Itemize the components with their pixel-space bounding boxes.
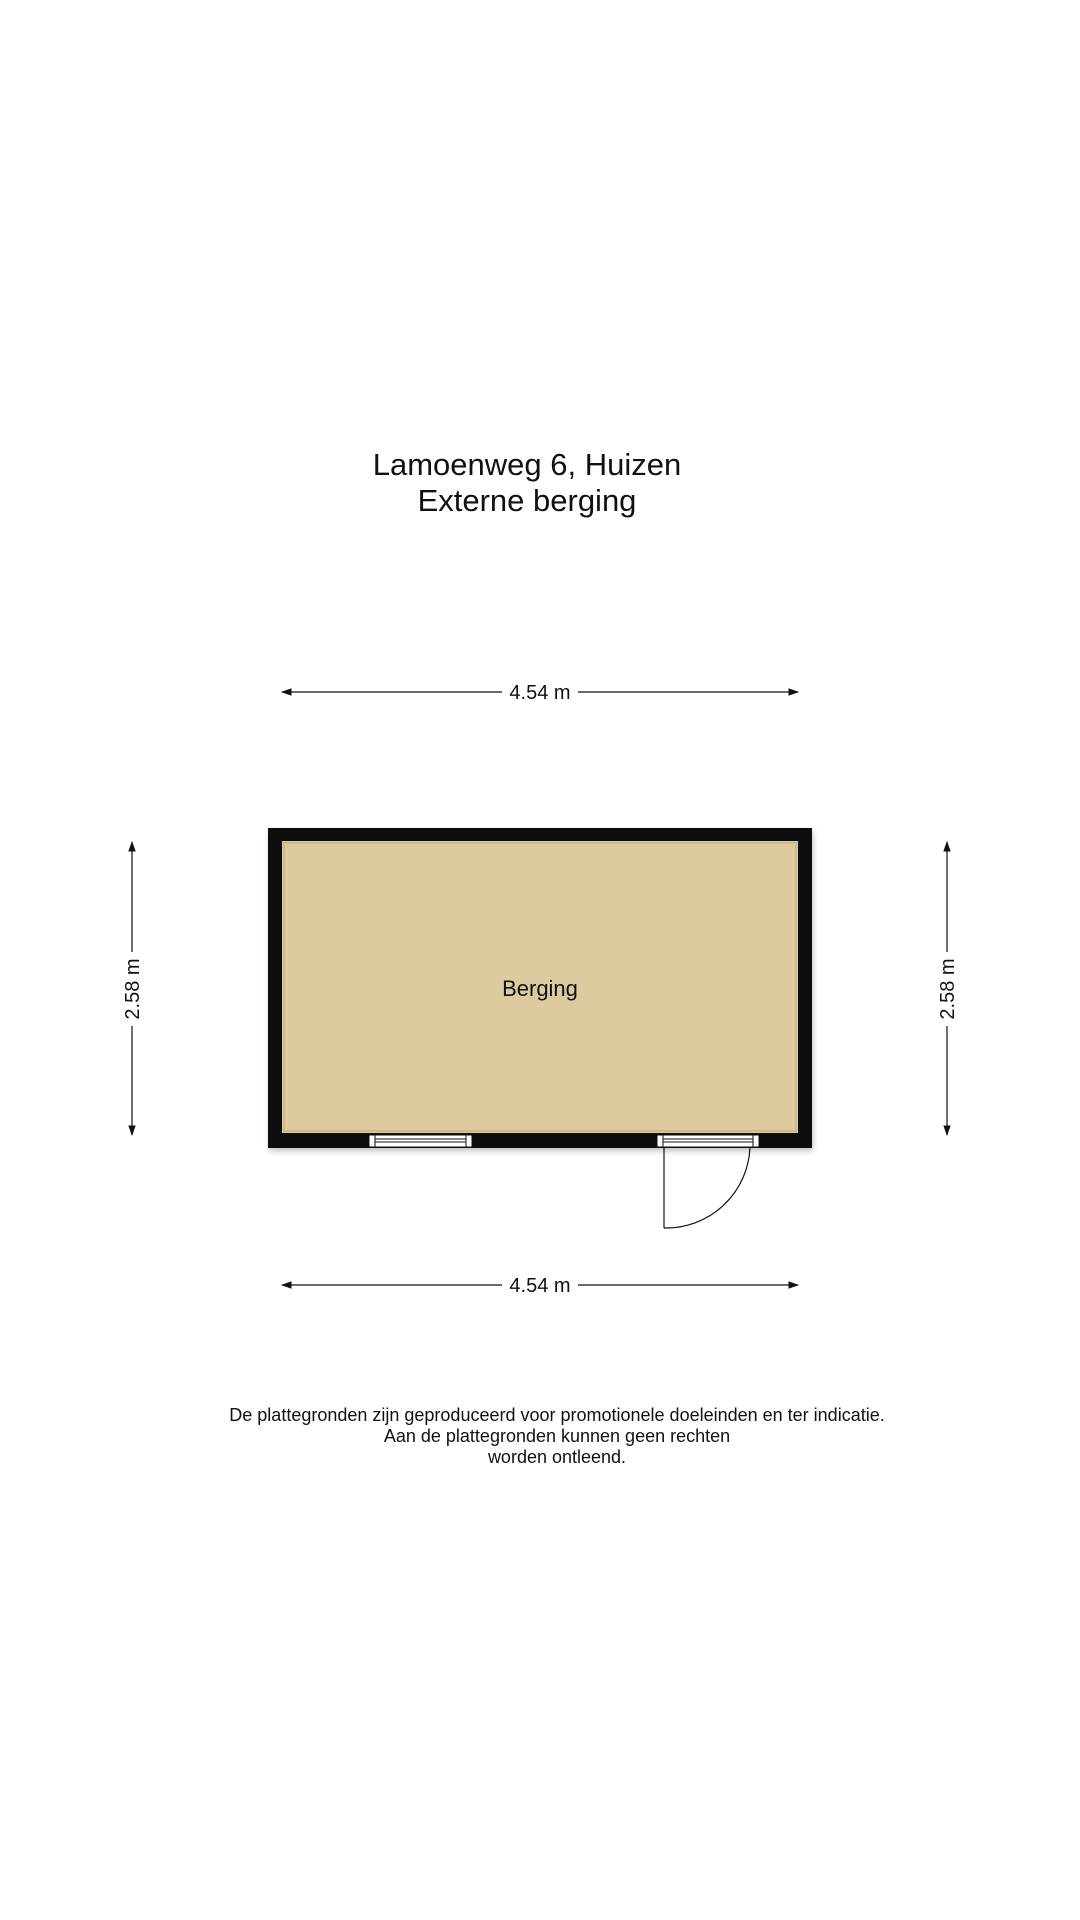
disclaimer-line-3: worden ontleend. (487, 1447, 627, 1467)
room-label: Berging (502, 976, 578, 1001)
dimension-bottom (282, 1275, 798, 1297)
floor-subtitle: Externe berging (417, 483, 637, 518)
door (657, 1135, 759, 1228)
disclaimer-line-2: Aan de plattegronden kunnen geen rechten (383, 1426, 731, 1446)
dimension-left (122, 842, 144, 1135)
dimension-top-label: 4.54 m (509, 682, 571, 704)
dimension-left-label: 2.58 m (122, 958, 144, 1020)
dimension-top (282, 682, 798, 704)
disclaimer-line-1: De plattegronden zijn geproduceerd voor promotionele doeleinden en ter indicatie. (229, 1405, 885, 1425)
door-swing-arc (664, 1147, 750, 1228)
window (369, 1135, 472, 1147)
address-title: Lamoenweg 6, Huizen (372, 447, 682, 482)
disclaimer (0, 1405, 1080, 1468)
room-berging (268, 828, 812, 1148)
dimension-right-label: 2.58 m (937, 958, 959, 1020)
dimension-right (937, 842, 959, 1135)
dimension-bottom-label: 4.54 m (509, 1275, 571, 1297)
